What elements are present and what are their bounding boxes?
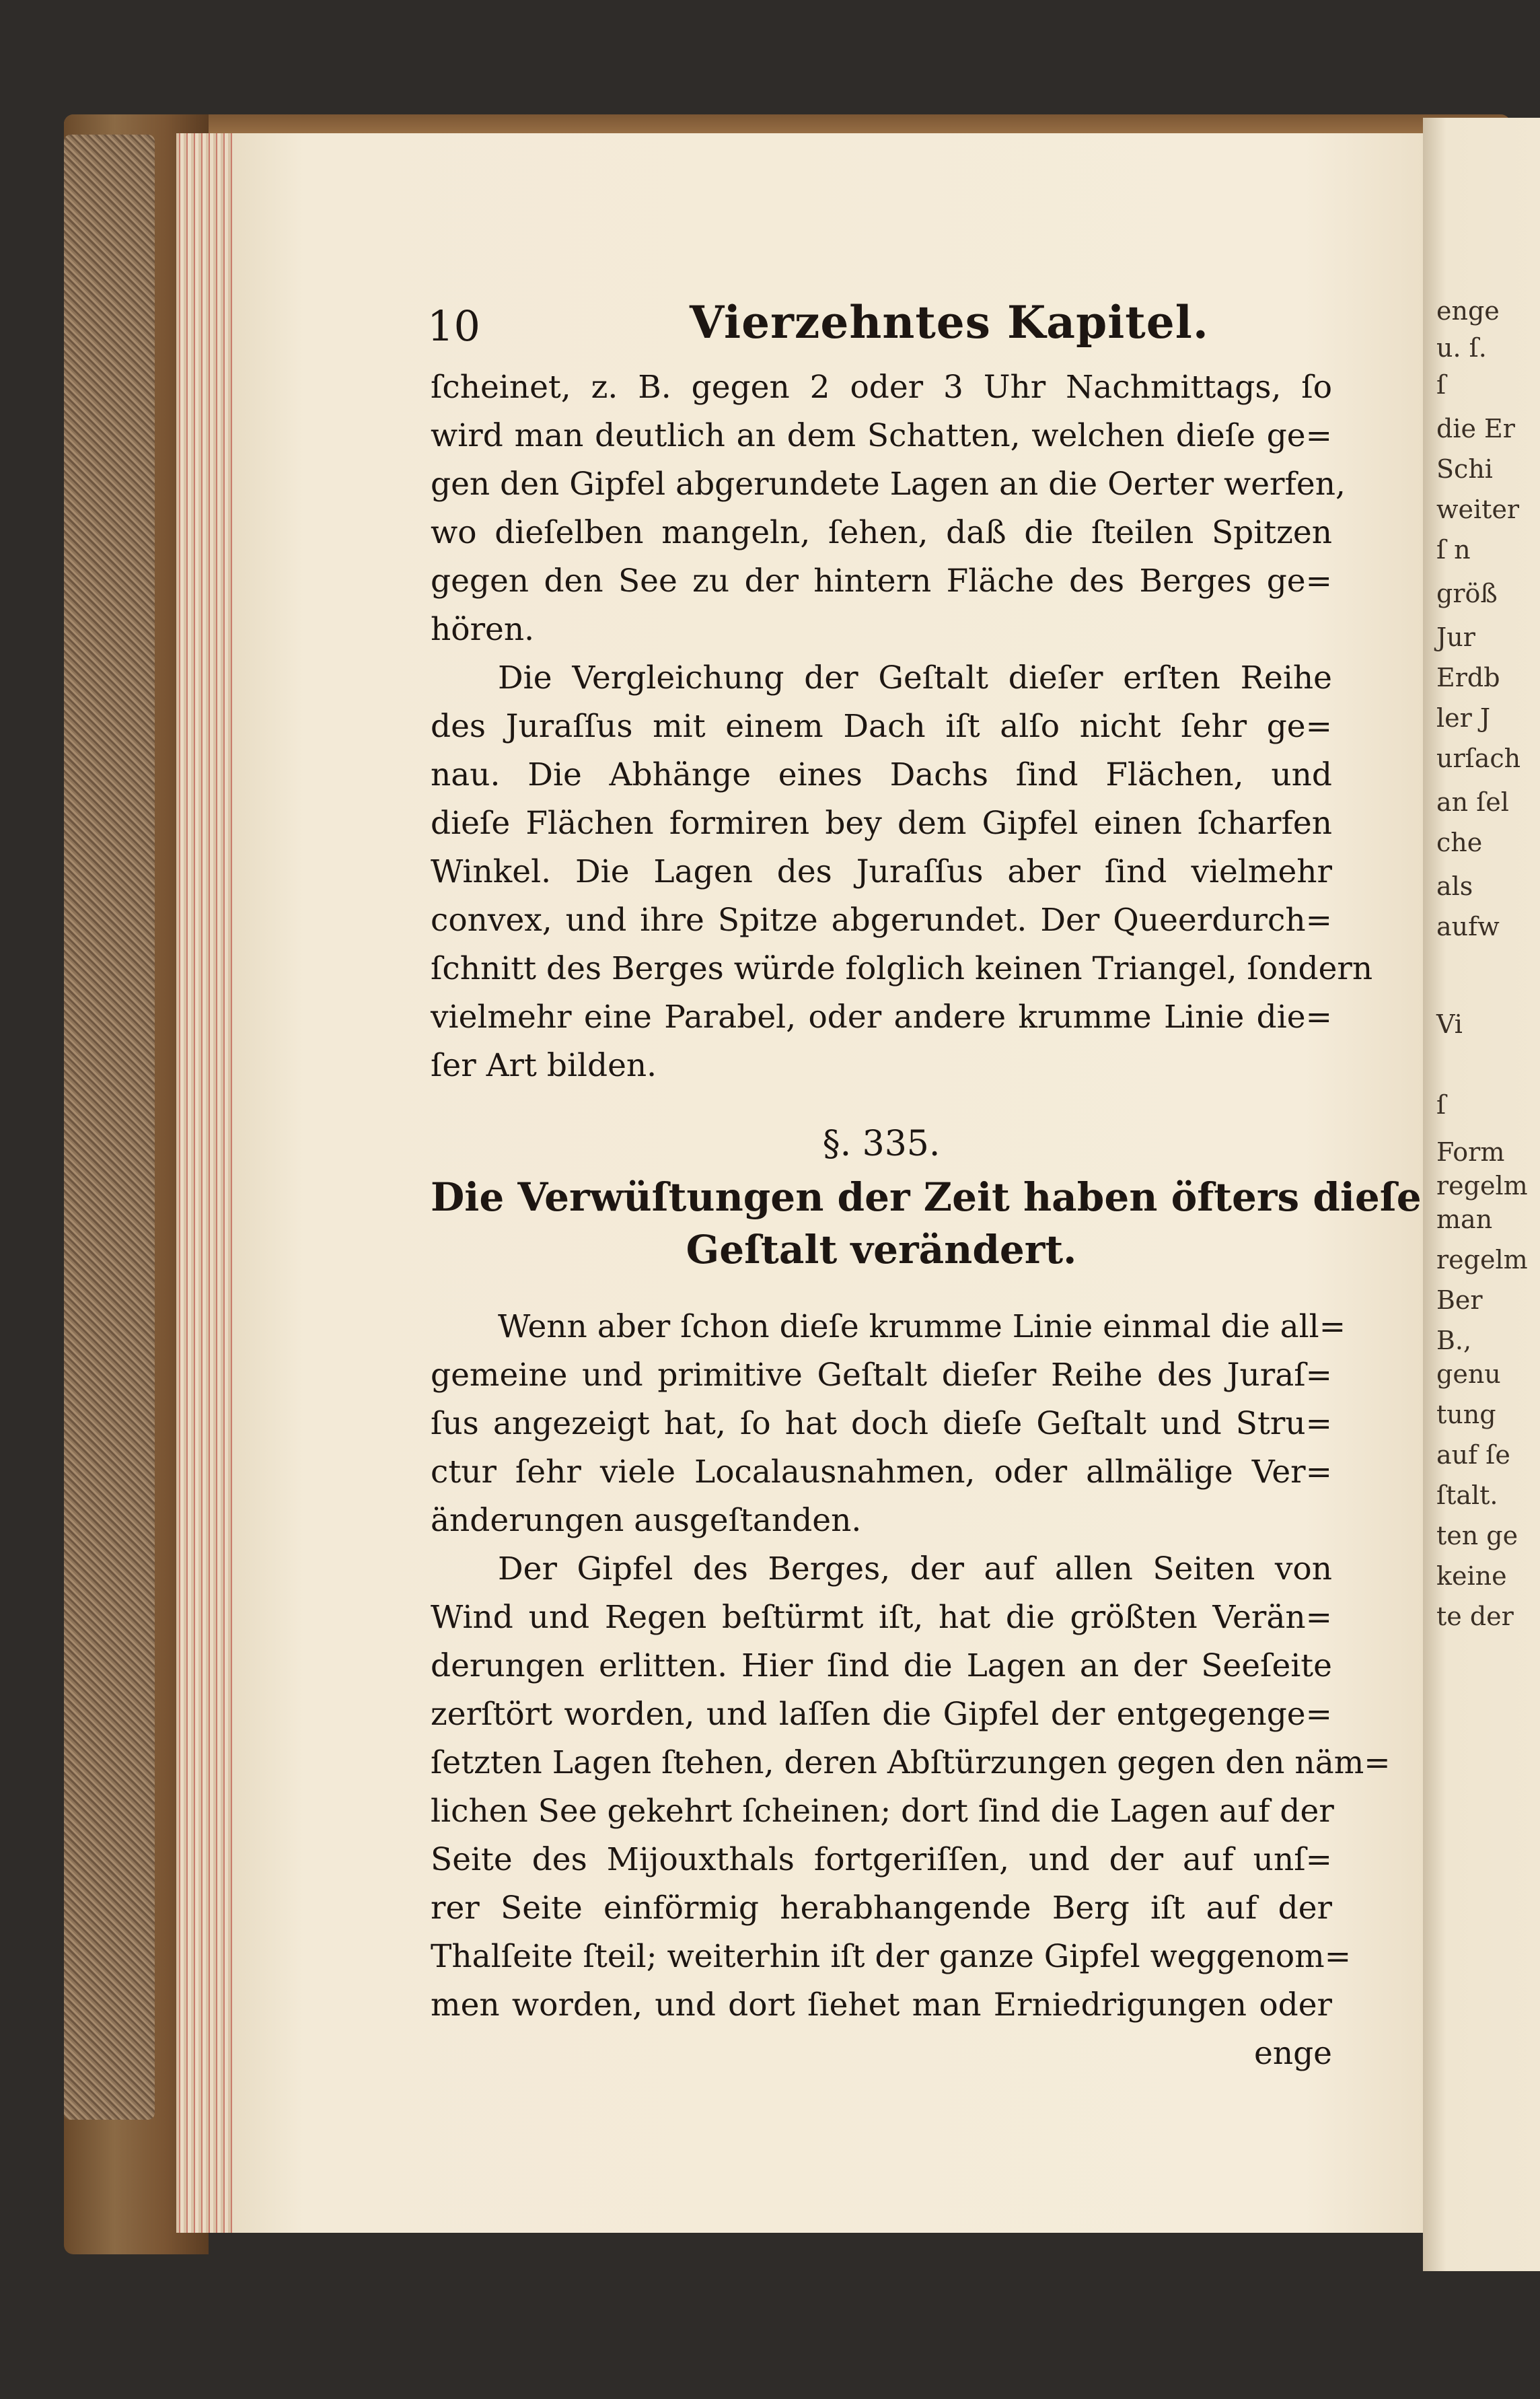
facing-page-text-fragment: u. ſ. bbox=[1436, 333, 1487, 363]
text-line: ſchnitt des Berges würde folglich keinen Triangel, ſondern bbox=[431, 950, 1373, 987]
marbled-cover-board bbox=[64, 135, 155, 2120]
facing-page-text-fragment: an ſel bbox=[1436, 787, 1509, 817]
text-line: Winkel. Die Lagen des Juraſſus aber ſind vielmehr bbox=[431, 853, 1332, 890]
facing-page-text-fragment: che bbox=[1436, 828, 1483, 857]
facing-page-text-fragment: ſtalt. bbox=[1436, 1480, 1498, 1510]
text-line: des Juraſſus mit einem Dach iſt alſo nicht ſehr ge= bbox=[431, 708, 1332, 745]
text-line: gen den Gipfel abgerundete Lagen an die Oerter werfen, bbox=[431, 466, 1346, 503]
section-number: §. 335. bbox=[822, 1124, 941, 1164]
text-line: derungen erlitten. Hier ſind die Lagen an der Seeſeite bbox=[431, 1647, 1332, 1684]
text-line: convex, und ihre Spitze abgerundet. Der Queerdurch= bbox=[431, 902, 1332, 939]
facing-page-text-fragment: te der bbox=[1436, 1602, 1514, 1631]
paragraph-4 bbox=[431, 1545, 1391, 2030]
facing-page-text-fragment: B., bbox=[1436, 1326, 1472, 1355]
facing-page-text-fragment: keine bbox=[1436, 1561, 1507, 1591]
text-line: gemeine und primitive Geſtalt dieſer Reihe des Juraſ= bbox=[431, 1357, 1332, 1394]
section-title bbox=[431, 1171, 1422, 1276]
text-line: Thalſeite ſteil; weiterhin iſt der ganze Gipfel weggenom= bbox=[431, 1938, 1352, 1975]
facing-page-text-fragment: man bbox=[1436, 1205, 1493, 1234]
facing-page-text-fragment: ler J bbox=[1436, 703, 1491, 733]
text-line: ſetzten Lagen ſtehen, deren Abſtürzungen gegen den näm= bbox=[431, 1744, 1391, 1781]
facing-page-text-fragment: regelm bbox=[1436, 1171, 1528, 1201]
page-text-block bbox=[427, 296, 1422, 2078]
text-line: zerſtört worden, und laſſen die Gipfel der entgegenge= bbox=[431, 1696, 1332, 1733]
facing-page-text-fragment: ſ bbox=[1436, 1090, 1446, 1120]
page-header bbox=[427, 296, 1332, 363]
facing-page-text-fragment: aufw bbox=[1436, 912, 1500, 941]
facing-page-text-fragment: enge bbox=[1436, 296, 1500, 326]
section-title-line: Die Verwüſtungen der Zeit haben öfters dieſe bbox=[431, 1174, 1422, 1220]
running-head: Vierzehntes Kapitel. bbox=[690, 296, 1209, 349]
text-line: wo dieſelben mangeln, ſehen, daß die ſteilen Spitzen bbox=[431, 514, 1332, 551]
text-line: hören. bbox=[431, 611, 535, 648]
text-line: Seite des Mijouxthals fortgeriſſen, und der auf unſ= bbox=[431, 1841, 1332, 1878]
paragraph-2 bbox=[431, 654, 1373, 1090]
catchword: enge bbox=[1254, 2035, 1332, 2072]
facing-page-text-fragment: tung bbox=[1436, 1400, 1496, 1429]
facing-page-text-fragment: genu bbox=[1436, 1359, 1501, 1389]
facing-page-text-fragment: Ber bbox=[1436, 1285, 1483, 1315]
text-line: vielmehr eine Parabel, oder andere krumme Linie die= bbox=[431, 999, 1332, 1036]
facing-page-text-fragment: Jur bbox=[1436, 622, 1475, 652]
facing-page-text-fragment: ten ge bbox=[1436, 1521, 1518, 1550]
facing-page-text-fragment: Schi bbox=[1436, 454, 1493, 484]
facing-page-text-fragment: ſ bbox=[1436, 370, 1446, 400]
facing-page-text-fragment: die Er bbox=[1436, 414, 1515, 443]
text-line: ſer Art bilden. bbox=[431, 1047, 657, 1084]
page-number: 10 bbox=[427, 301, 480, 351]
facing-page-text-fragment: weiter bbox=[1436, 495, 1520, 524]
text-line: ctur ſehr viele Localausnahmen, oder allmälige Ver= bbox=[431, 1454, 1332, 1491]
text-line: nau. Die Abhänge eines Dachs ſind Flächen, und bbox=[431, 756, 1332, 793]
facing-page-text-fragment: Form bbox=[1436, 1137, 1505, 1167]
text-line: Die Vergleichung der Geſtalt dieſer erſten Reihe bbox=[498, 659, 1332, 696]
facing-page-text-fragment: Erdb bbox=[1436, 663, 1500, 692]
text-line: änderungen ausgeſtanden. bbox=[431, 1502, 862, 1539]
text-line: dieſe Flächen formiren bey dem Gipfel einen ſcharfen bbox=[431, 805, 1332, 842]
text-line: Wenn aber ſchon dieſe krumme Linie einmal die all= bbox=[498, 1308, 1346, 1345]
text-line: Der Gipfel des Berges, der auf allen Seiten von bbox=[498, 1550, 1332, 1587]
text-line: ſcheinet, z. B. gegen 2 oder 3 Uhr Nachmittags, ſo bbox=[431, 369, 1332, 406]
text-line: lichen See gekehrt ſcheinen; dort ſind die Lagen auf der bbox=[431, 1793, 1334, 1830]
section-title-line: Geſtalt verändert. bbox=[686, 1227, 1077, 1273]
facing-page-text-fragment: auf ſe bbox=[1436, 1440, 1510, 1470]
facing-page-text-fragment: als bbox=[1436, 871, 1473, 901]
page-stack-edges bbox=[176, 133, 240, 2233]
text-line: Wind und Regen beſtürmt iſt, hat die größten Verän= bbox=[431, 1599, 1332, 1636]
facing-page-text-fragment: Vi bbox=[1436, 1009, 1463, 1039]
facing-page-text-fragment: regelm bbox=[1436, 1245, 1528, 1275]
text-line: wird man deutlich an dem Schatten, welchen dieſe ge= bbox=[431, 417, 1332, 454]
text-line: ſus angezeigt hat, ſo hat doch dieſe Geſtalt und Stru= bbox=[431, 1405, 1332, 1442]
text-line: gegen den See zu der hintern Fläche des Berges ge= bbox=[431, 563, 1332, 600]
facing-page-fragment bbox=[1423, 118, 1540, 2271]
text-line: rer Seite einförmig herabhangende Berg iſt auf der bbox=[431, 1890, 1332, 1927]
text-line: men worden, und dort ſiehet man Erniedrigungen oder bbox=[431, 1986, 1332, 2024]
paragraph-1 bbox=[431, 363, 1346, 654]
facing-page-text-fragment: urſach bbox=[1436, 744, 1521, 773]
facing-page-text-fragment: größ bbox=[1436, 579, 1498, 608]
paragraph-3 bbox=[431, 1303, 1346, 1545]
facing-page-text-fragment: ſ n bbox=[1436, 535, 1471, 565]
